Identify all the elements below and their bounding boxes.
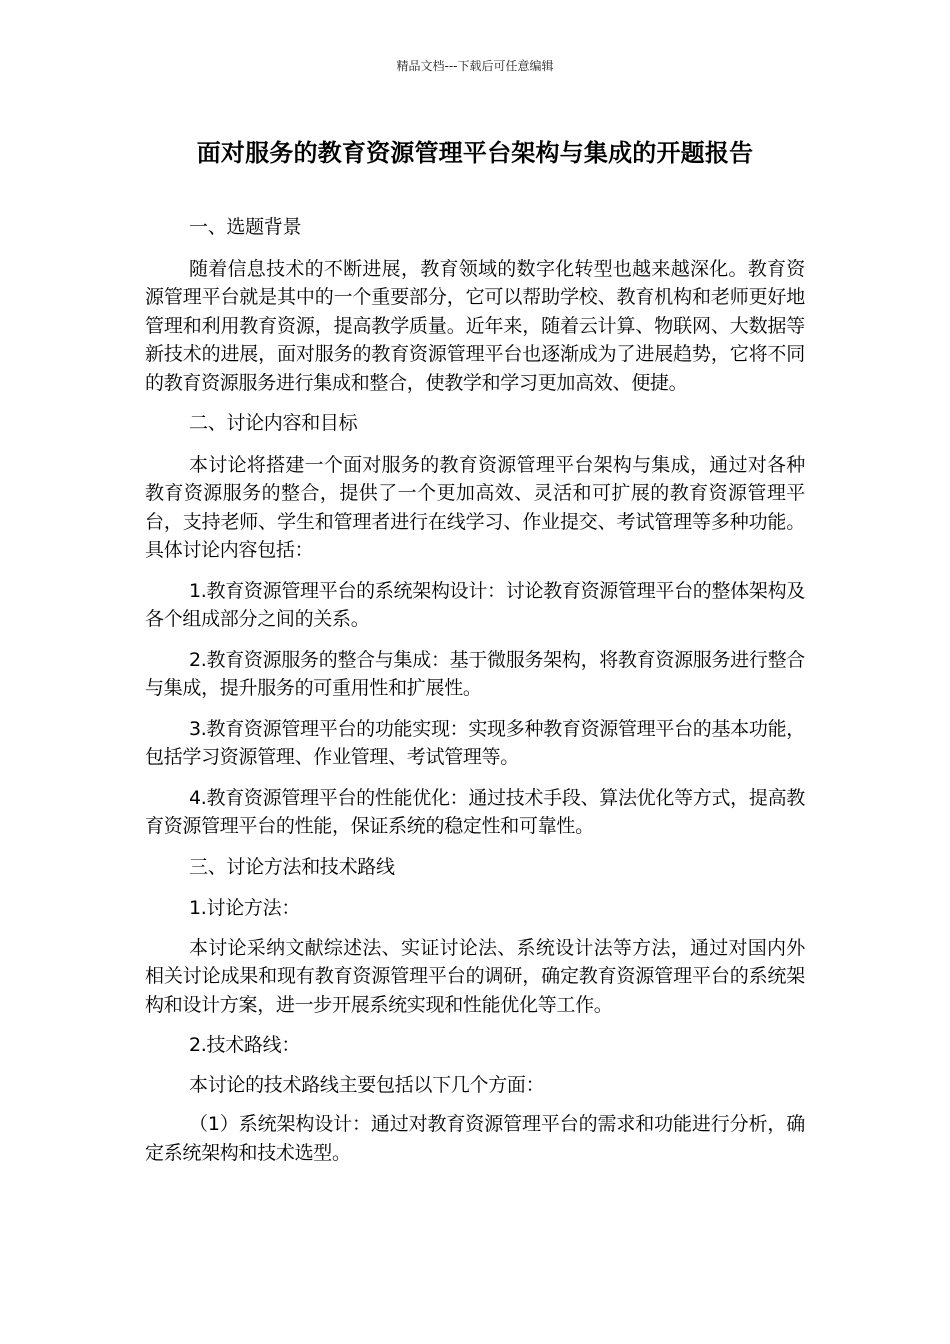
list-item-integration: 2.教育资源服务的整合与集成：基于微服务架构，将教育资源服务进行整合与集成，提升服务的可重用性和扩展性。 xyxy=(145,648,805,699)
paragraph-tech-route-intro: 本讨论的技术路线主要包括以下几个方面： xyxy=(189,1073,545,1096)
list-item-performance: 4.教育资源管理平台的性能优化：通过技术手段、算法优化等方式，提高教育资源管理平台的性能，保证系统的稳定性和可靠性。 xyxy=(145,786,805,837)
subheading-methods: 1.讨论方法： xyxy=(189,897,301,919)
subheading-tech-route: 2.技术路线： xyxy=(189,1034,301,1056)
page-header: 精品文档---下载后可任意编辑 xyxy=(396,59,554,73)
paragraph-background: 随着信息技术的不断进展，教育领域的数字化转型也越来越深化。教育资源管理平台就是其中的一个重要部分，它可以帮助学校、教育机构和老师更好地管理和利用教育资源，提高教学质量。近年来，随着云计算、物联网、大数据等新技术的进展，面对服务的教育资源管理平台也逐渐成为了进展趋势，它将不同的教育资源服务进行集成和整合，使教学和学习更加高效、便捷。 xyxy=(145,257,805,394)
section-heading-methods: 三、讨论方法和技术路线 xyxy=(189,855,395,878)
list-item-architecture: 1.教育资源管理平台的系统架构设计：讨论教育资源管理平台的整体架构及各个组成部分之间的关系。 xyxy=(145,579,805,630)
list-item-system-design: （1）系统架构设计：通过对教育资源管理平台的需求和功能进行分析，确定系统架构和技术选型。 xyxy=(145,1113,805,1164)
section-heading-content-goals: 二、讨论内容和目标 xyxy=(189,412,358,434)
section-heading-background: 一、选题背景 xyxy=(189,216,302,238)
list-item-functions: 3.教育资源管理平台的功能实现：实现多种教育资源管理平台的基本功能，包括学习资源管理、作业管理、考试管理等。 xyxy=(145,717,805,768)
paragraph-content-intro: 本讨论将搭建一个面对服务的教育资源管理平台架构与集成，通过对各种教育资源服务的整合，提供了一个更加高效、灵活和可扩展的教育资源管理平台，支持老师、学生和管理者进行在线学习、作业提交、考试管理等多种功能。具体讨论内容包括： xyxy=(145,453,805,561)
document-title: 面对服务的教育资源管理平台架构与集成的开题报告 xyxy=(196,139,754,167)
paragraph-methods: 本讨论采纳文献综述法、实证讨论法、系统设计法等方法，通过对国内外相关讨论成果和现有教育资源管理平台的调研，确定教育资源管理平台的系统架构和设计方案，进一步开展系统实现和性能优化等工作。 xyxy=(145,936,805,1016)
document-body xyxy=(145,213,805,1179)
